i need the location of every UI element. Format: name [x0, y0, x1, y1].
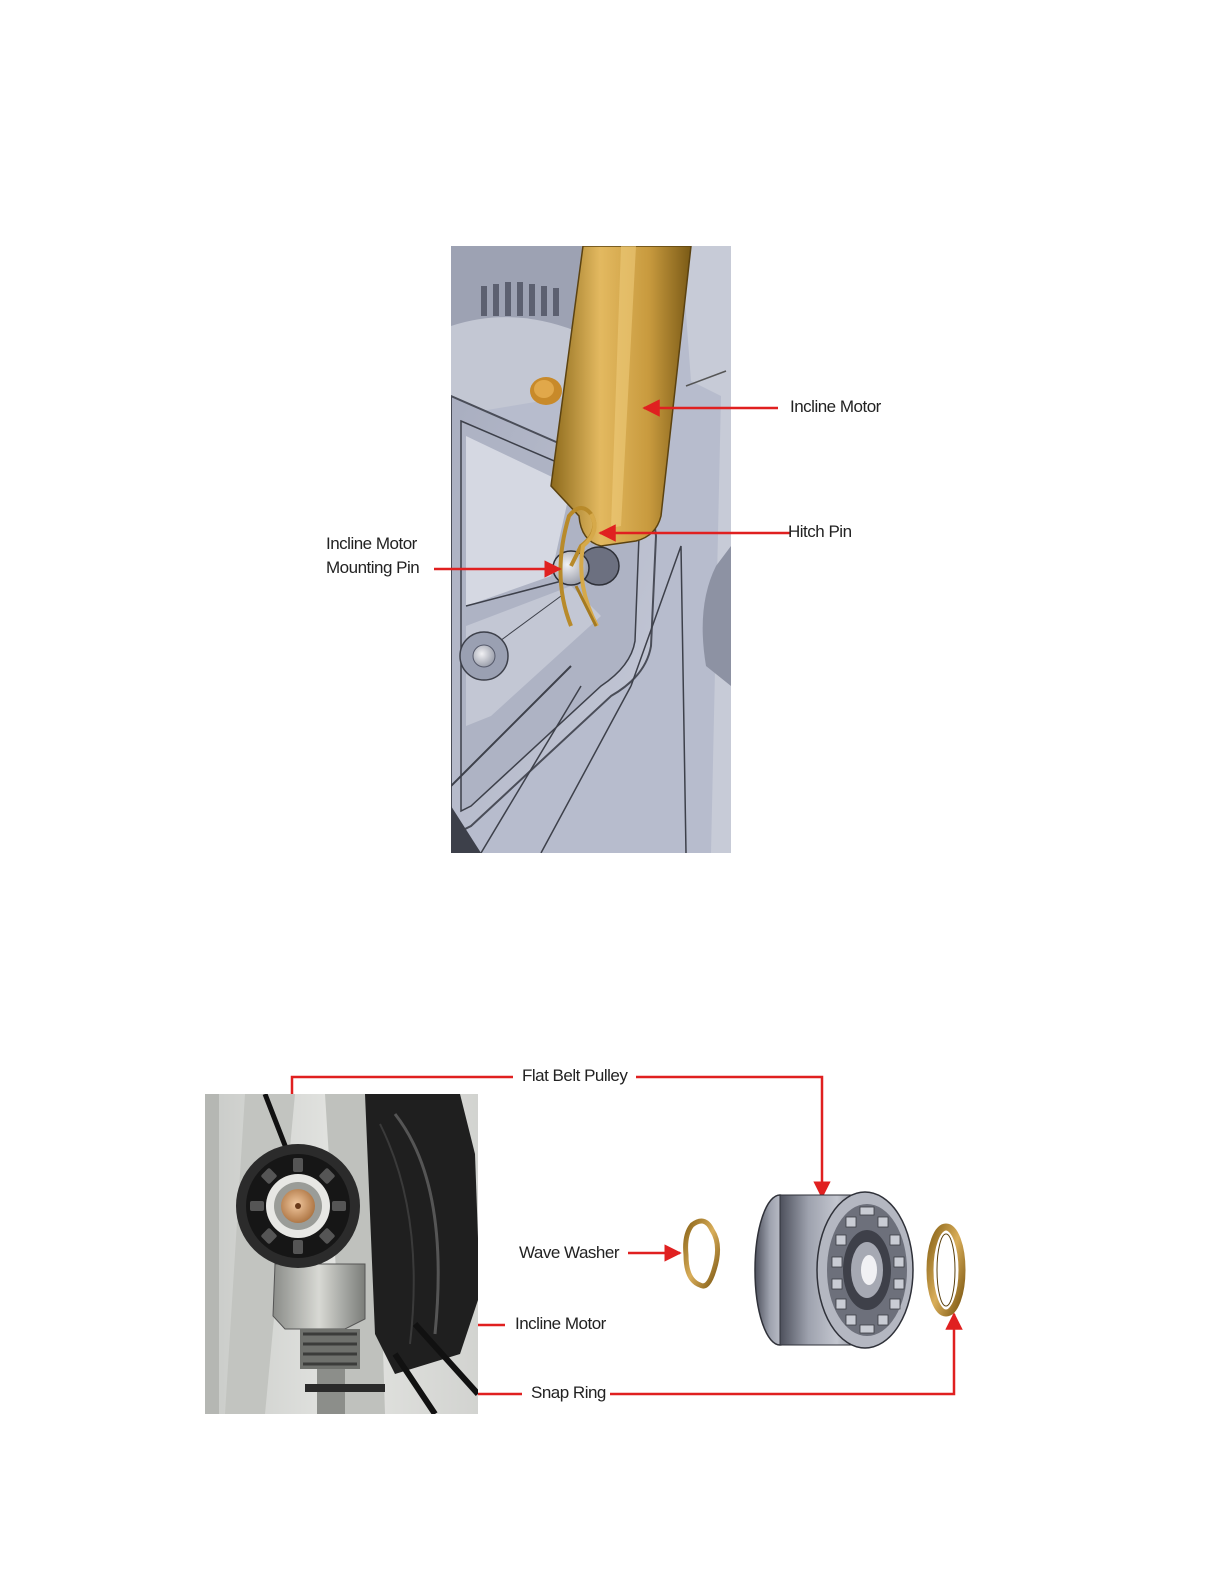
label-wave-washer: Wave Washer: [519, 1243, 619, 1262]
label-snap-ring: Snap Ring: [531, 1383, 606, 1402]
label-incline-motor-2: Incline Motor: [515, 1314, 606, 1333]
label-incline-motor: Incline Motor: [790, 397, 881, 416]
pulley-installed-photo: [205, 1094, 478, 1414]
label-incline-motor-mounting-pin: [326, 532, 436, 580]
label-mounting-pin-line1: Incline Motor: [326, 534, 417, 553]
exploded-pulley-assembly: [680, 1185, 980, 1365]
label-mounting-pin-line2: Mounting Pin: [326, 558, 420, 577]
exploded-pulley-drawing: [680, 1185, 980, 1365]
photo-pulley-installed: [205, 1094, 478, 1414]
label-flat-belt-pulley: Flat Belt Pulley: [522, 1066, 628, 1085]
label-hitch-pin: Hitch Pin: [788, 522, 852, 541]
flat-belt-pulley-right-arrow: [636, 1077, 822, 1197]
